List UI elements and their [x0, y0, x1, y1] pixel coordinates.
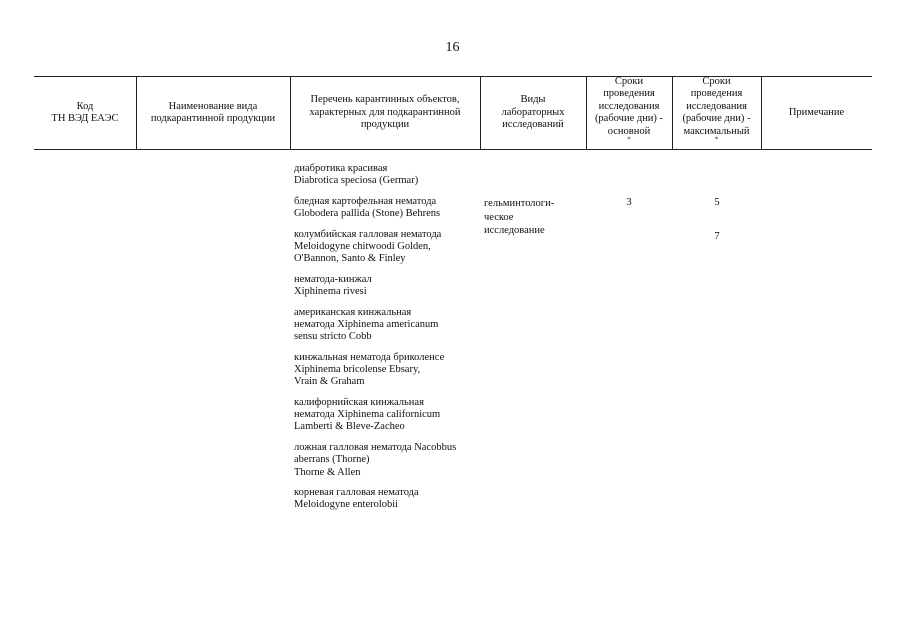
header-objects-list-text: Перечень карантинных объектов, характерных для подкарантинной продукции	[309, 94, 461, 131]
list-item: кинжальная нематода бриколенсе Xiphinema bricolense Ebsary, Vrain & Graham	[294, 351, 445, 388]
header-terms-main-text: Сроки проведения исследования (рабочие дни) - основной	[594, 75, 664, 137]
table-header	[34, 76, 872, 150]
header-terms-main	[586, 77, 672, 149]
header-product-name-text: Наименование вида подкарантинной продукции	[150, 100, 276, 124]
list-item: бледная картофельная нематода Globodera pallida (Stone) Behrens	[294, 195, 441, 220]
header-lab-types-text: Виды лабораторных исследований	[501, 94, 565, 131]
list-item: калифорнийская кинжальная нематода Xiphinema californicum Lamberti & Bleve-Zacheo	[294, 397, 441, 433]
header-terms-max	[672, 77, 761, 149]
header-lab-types	[480, 77, 586, 149]
header-code	[34, 77, 136, 149]
list-item: нематода-кинжал Xiphinema rivesi	[294, 273, 372, 298]
list-item: американская кинжальная нематода Xiphinema americanum sensu stricto Cobb	[294, 306, 439, 343]
header-terms-max-text: Сроки проведения исследования (рабочие дни) - максимальный	[682, 75, 751, 137]
header-product-name	[136, 77, 290, 149]
list-item: корневая галловая нематода Meloidogyne enterolobii	[294, 487, 419, 511]
list-item: колумбийская галловая нематода Meloidogyne chitwoodi Golden, O'Bannon, Santo & Finley	[294, 228, 442, 265]
quarantine-objects-list	[294, 163, 484, 520]
header-note-text: Примечание	[788, 106, 845, 118]
header-code-text: Код ТН ВЭД ЕАЭС	[51, 100, 119, 124]
term-max-value: 7	[714, 231, 720, 242]
page-number: 16	[445, 40, 460, 55]
asterisk-mark: *	[627, 135, 631, 144]
header-note	[761, 77, 872, 149]
term-main-value: 3	[626, 197, 632, 208]
lab-type-cell: гельминтологи- ческое исследование	[484, 198, 555, 236]
asterisk-mark: *	[714, 135, 719, 144]
list-item: диабротика красивая Diabrotica speciosa (Germar)	[294, 163, 419, 187]
list-item: ложная галловая нематода Nacobbus aberrans (Thorne) Thorne & Allen	[294, 442, 457, 478]
header-objects-list	[290, 77, 480, 149]
term-max-value: 5	[714, 197, 720, 208]
